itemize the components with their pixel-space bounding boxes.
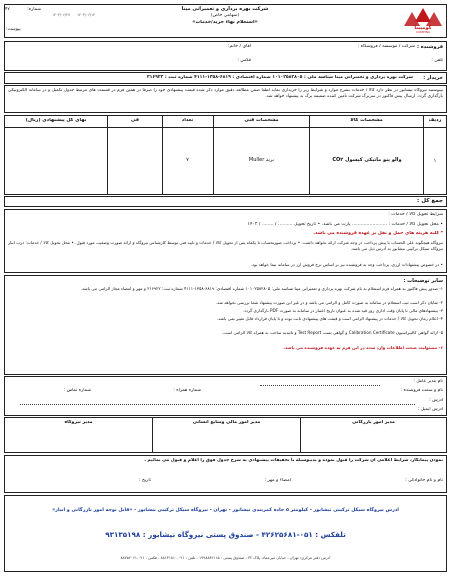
address-label: آدرس : [429,398,443,403]
shipping-notice: * کلیه هزینه های حمل و نقل بر عهده فروشنده می باشد. [313,231,443,236]
term-4: ۴- اعلام زمان تحویل کالا / خدمات در پیشنهاد الزامی است و قیمت های پیشنهادی ثابت بوده و تا پایان قرارداد قابل تغییر نمی باشد. [216,316,443,321]
attachment-value: ۱۴۰۳/۰۶/۲۷ [52,13,70,17]
conditions-title: شرایط تحویل کالا / خدمات : [388,212,443,217]
offer-text: نمودن پیمانکار، شرایط اعلامی آن شرکت را قبول نموده و بدینوسیله با تحقیقات پیشنهادی به شرح جدول فوق را اعلام و قبول می نمائیم . [144,458,443,463]
col-header-row: ردیف [428,118,442,123]
seller-fax-label: فکس : [237,58,251,63]
ceo-name-label: نام مدیر عامل : [413,379,443,384]
phone-contact-label: شماره تماس : [63,388,91,393]
term-6: ۶- مسئولیت صحت اطلاعات وارد شده در این فرم به عهده فروشنده می باشد. [283,345,443,350]
company-logo [402,6,444,36]
term-5: ۵- ارائه گواهی کالیبراسیون Calibration Certificate و گواهی تست Test Report و تائیدیه ساخت به همراه کالا الزامی است. [222,330,443,335]
offer-date-label: تاریخ : [138,478,151,483]
number-value: ۴۷ [5,7,10,12]
intro-text: بپیوستبه نیروگاه نیشابور در نظر دارد کالا / خدمات بشرح موارد و شرایط زیر را خریداری نماید لطفا ضمن مطالعه دقیق موارد ذکر شده قیمت پیشنهادی خود را صرفا در همین فرم در قسمت های مرتبط جدول تکمیل و در سامانه الکترونیکی بارگذاری گردد. ارسال پیش فاکتور در سربرگ شرکت تامین کننده ضمیمه برگ به پیشنهاد خواهد شد. [8,88,443,100]
footer-phone: تلفکس : ۰۵۱-۴۲۶۲۵۶۸۱ - صندوق پستی نیروگاه نیشابور : ۹۳۱۳۵۱۹۸ [105,530,346,539]
seller-phone-label: تلفن : [431,58,443,63]
approval-commercial: مدیر امور بازرگانی [352,420,395,425]
offer-sign-label: امضاء و مهر : [264,478,291,483]
row-number: ۱ [433,158,437,164]
col-header-qty: تعداد [181,118,194,123]
col-header-total: بهای کل پیشنهادی (ریال) [25,118,87,123]
footer-address: آدرس نیروگاه سیکل ترکیبی نیشابور - کیلومتر ۵ جاده کمربندی نیشابور - تهران - نیروگاه سیکل ترکیبی نیشابور - «قابل توجه امور بازرگانی و انبار» [52,508,399,513]
company-type: (سهامی خاص) [210,13,240,18]
buyer-title: خریدار : [423,75,443,81]
logo-subtext: COMPINA [415,31,431,34]
payment-terms: نیروگاه هیچگونه علی الحساب یا پیش پرداخت در وجه شرکت ارائه نخواهد داشت. • پرداخت صورتحساب تا یکماه پس از تحویل کالا / خدمات و تایید فنی توسط کارشناس نیروگاه و ارائه صورت وضعیت مورد قبول. • محل تحویل کالا / خدمات: درب انبار نیروگاه سیکل ترکیبی نیشابور به آدرس ذیل می باشد. [8,240,443,252]
company-name: شرکت بهره برداری و تعمیراتی مپنا [181,6,269,12]
seller-role-label: نام و سمت فروشنده : [400,388,443,393]
other-terms-title: سایر توضیحات : [403,278,443,284]
seller-person-label: آقای / خانم: [227,44,251,49]
seller-info-frame [4,376,447,416]
sum-label: جمع کل : [417,198,443,204]
date-value: ۱۴۰۳/۰۶/۱۳ [77,13,95,17]
offer-name-label: نام و نام خانوادگی : [405,478,443,483]
col-header-item: مشخصات کالا [350,118,383,123]
sum-frame [4,196,447,207]
email-label: آدرس ایمیل : [417,407,443,412]
approval-plant-manager: مدیر نیروگاه [64,420,93,425]
row-tech-spec: برند Muller [248,157,275,163]
currency-note: • در خصوص پیشنهادات ارزی، پرداخت وجه به فروشنده نیز بر اساس نرخ فروش ارز در سامانه نیما خواهد بود. [250,262,443,267]
attachment-label: پیوست: [6,27,21,32]
row-quantity: ۷ [186,157,189,163]
row-item-name: والو پنو ماتیکی کپسول CO۲ [332,157,402,163]
delivery-place: • محل تحویل کالا / خدمات : ........................ پارت می باشد. • تاریخ تحویل .......... / ........ / ۱۴۰۲ [247,222,443,227]
seller-title: فروشنده : [416,44,443,50]
col-header-unit: فی [131,118,139,123]
approval-finance: مدیر امور مالی ومنابع انسانی [192,420,261,425]
term-2: ۲- شایان ذکر است ثبت استعلام در سامانه به صورت کامل و الزامی می باشد و در غیر این صورت پیشنهاد شما بررسی نخواهد شد. [215,300,443,305]
term-1: ۱- صدور پیش فاکتور به همراه فرم استعلام به نام شرکت بهره برداری و تعمیراتی مپنا شناسه ملی: ۱۰۱۰۲۵۸۲۸۰۵ شماره اقتصادی: ۶۸۱۹-۱۳۵۸-۴۱۱۱ شماره ثبت: ۲۱۶۹۲۲ و مهر و امضاء مجاز الزامی می باشد. [80,286,443,291]
buyer-details: شرکت بهره برداری و تعمیراتی مپنا شناسه ملی : ۱۰۱۰۲۵۸۲۸۰۵ شماره اقتصادی : ۶۸۱۹-۱۳۵۸-۴۱۱۱ شماره ثبت : ۲۱۶۹۲۲ [146,75,413,80]
seller-company-label: شرکت / موسسه / فروشگاه : [357,44,415,49]
footer-head-office: آدرس دفتر مرکزی: تهران - خیابان میرعماد، پلاک ۳۲ - صندوق پستی : ۱۹۹۸۸۸۲۱۱۵ - تلفن : ۰۲۱-۸۸۱۳۱۸۱۰ - فکس : ۰۲۱-۸۸۷۵۶۰۶۱ [120,556,331,560]
logo-text: کومپینا [414,25,432,31]
term-3: ۳- پیشنهادهای مالی تا پایان وقت اداری روز قید شده به عنوان تاریخ اعتبار در سامانه به صورت PDF بارگذاری گردد. [242,308,443,313]
form-title: «استعلام بهاء خرید/خدمات» [192,20,258,25]
number-label: شماره: [27,7,41,12]
col-header-spec: مشخصات فنی [244,118,279,123]
mobile-label: شماره همراه : [173,388,201,393]
